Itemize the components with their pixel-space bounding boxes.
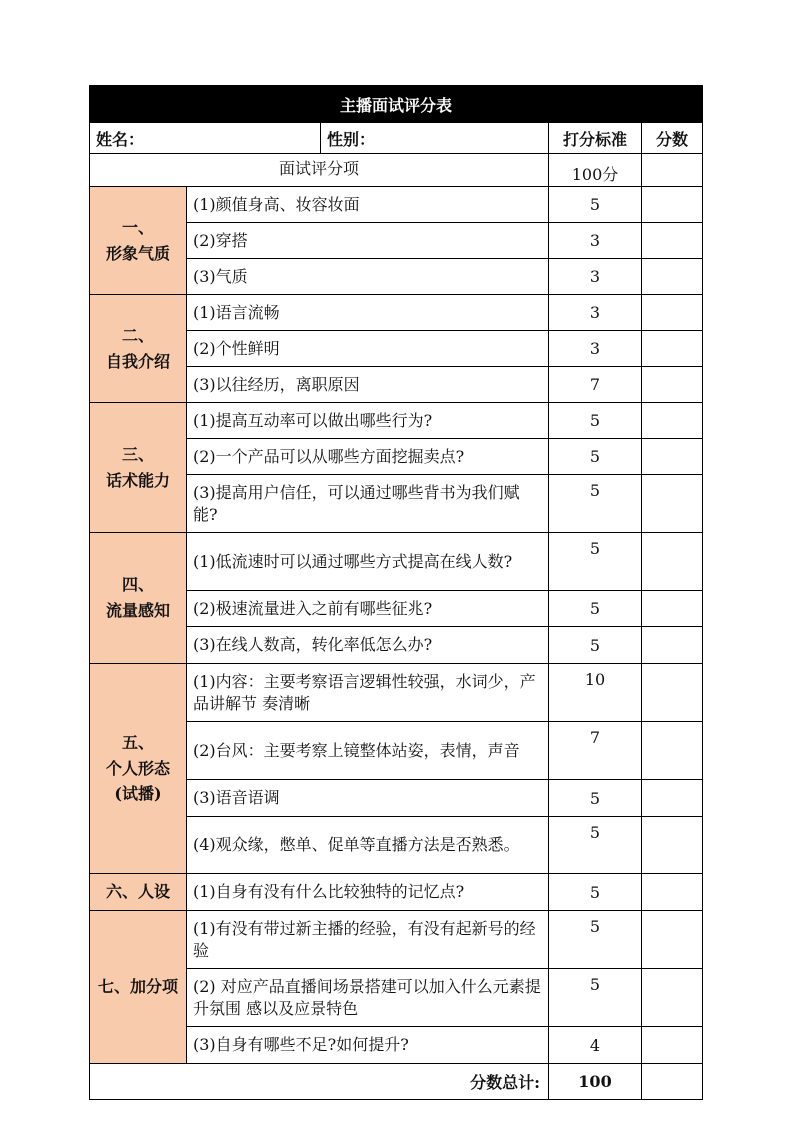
- interview-score-table: [89, 85, 703, 1100]
- criterion-text: (2)一个产品可以从哪些方面挖掘卖点?: [187, 439, 549, 475]
- criterion-text: (3)在线人数高，转化率低怎么办?: [187, 627, 549, 664]
- score-cell[interactable]: [642, 223, 703, 259]
- criterion-points: 5: [549, 403, 642, 439]
- score-cell[interactable]: [642, 295, 703, 331]
- score-cell[interactable]: [642, 911, 703, 969]
- criterion-points: 10: [549, 664, 642, 722]
- sheet-title: 主播面试评分表: [90, 86, 703, 123]
- score-cell[interactable]: [642, 439, 703, 475]
- name-label: 姓名：: [90, 123, 321, 154]
- title-row: [90, 86, 703, 123]
- score-cell[interactable]: [642, 533, 703, 591]
- criterion-text: (3)以往经历，离职原因: [187, 367, 549, 403]
- score-cell[interactable]: [642, 259, 703, 295]
- criterion-text: (1)低流速时可以通过哪些方式提高在线人数?: [187, 533, 549, 591]
- criterion-text: (3)气质: [187, 259, 549, 295]
- category-label: 一、 形象气质: [90, 187, 187, 295]
- category-label: 四、 流量感知: [90, 533, 187, 664]
- score-cell[interactable]: [642, 403, 703, 439]
- criterion-text: (1)自身有没有什么比较独特的记忆点?: [187, 874, 549, 911]
- criterion-text: (1)内容：主要考察语言逻辑性较强，水词少，产品讲解节 奏清晰: [187, 664, 549, 722]
- criterion-points: 3: [549, 295, 642, 331]
- criterion-points: 5: [549, 911, 642, 969]
- gender-label: 性别：: [321, 123, 549, 154]
- score-cell[interactable]: [642, 475, 703, 533]
- score-cell[interactable]: [642, 969, 703, 1027]
- total-value: 100: [549, 1064, 642, 1100]
- category-label: 三、 话术能力: [90, 403, 187, 533]
- score-cell[interactable]: [642, 591, 703, 627]
- standard-header: 打分标准: [549, 123, 642, 154]
- table-row: [90, 187, 703, 223]
- criterion-points: 3: [549, 259, 642, 295]
- criterion-text: (2)极速流量进入之前有哪些征兆?: [187, 591, 549, 627]
- score-cell[interactable]: [642, 780, 703, 817]
- criterion-points: 5: [549, 439, 642, 475]
- criterion-text: (3)自身有哪些不足?如何提升?: [187, 1027, 549, 1064]
- score-cell[interactable]: [642, 722, 703, 780]
- header-row: [90, 123, 703, 154]
- score-cell[interactable]: [642, 627, 703, 664]
- criterion-points: 5: [549, 969, 642, 1027]
- score-cell[interactable]: [642, 874, 703, 911]
- table-row: [90, 403, 703, 439]
- criterion-text: (1)颜值身高、妆容妆面: [187, 187, 549, 223]
- score-cell[interactable]: [642, 331, 703, 367]
- category-label: 二、 自我介绍: [90, 295, 187, 403]
- criterion-text: (4)观众缘，憋单、促单等直播方法是否熟悉。: [187, 817, 549, 874]
- criterion-points: 7: [549, 367, 642, 403]
- criterion-points: 5: [549, 591, 642, 627]
- total-row: [90, 1064, 703, 1100]
- table-row: [90, 874, 703, 911]
- score-cell[interactable]: [642, 1027, 703, 1064]
- criterion-points: 5: [549, 817, 642, 874]
- table-row: [90, 664, 703, 722]
- total-points-score[interactable]: [642, 154, 703, 187]
- subheader-row: [90, 154, 703, 187]
- criterion-points: 4: [549, 1027, 642, 1064]
- category-label: 六、人设: [90, 874, 187, 911]
- total-points: 100分: [549, 154, 642, 187]
- criterion-text: (1)语言流畅: [187, 295, 549, 331]
- category-label: 七、加分项: [90, 911, 187, 1064]
- criterion-text: (1)提高互动率可以做出哪些行为?: [187, 403, 549, 439]
- criterion-points: 5: [549, 187, 642, 223]
- criterion-points: 5: [549, 627, 642, 664]
- score-cell[interactable]: [642, 187, 703, 223]
- score-cell[interactable]: [642, 817, 703, 874]
- score-cell[interactable]: [642, 664, 703, 722]
- total-score-cell[interactable]: [642, 1064, 703, 1100]
- criterion-points: 5: [549, 874, 642, 911]
- criterion-text: (2)个性鲜明: [187, 331, 549, 367]
- score-header: 分数: [642, 123, 703, 154]
- criterion-text: (1)有没有带过新主播的经验，有没有起新号的经验: [187, 911, 549, 969]
- criterion-text: (3)语音语调: [187, 780, 549, 817]
- criterion-text: (2)穿搭: [187, 223, 549, 259]
- criterion-points: 5: [549, 475, 642, 533]
- criterion-text: (3)提高用户信任，可以通过哪些背书为我们赋能?: [187, 475, 549, 533]
- category-label: 五、 个人形态 (试播): [90, 664, 187, 874]
- table-row: [90, 533, 703, 591]
- items-label: 面试评分项: [90, 154, 549, 187]
- criterion-points: 3: [549, 331, 642, 367]
- criterion-text: (2)台风：主要考察上镜整体站姿，表情，声音: [187, 722, 549, 780]
- criterion-text: (2) 对应产品直播间场景搭建可以加入什么元素提升氛围 感以及应景特色: [187, 969, 549, 1027]
- total-label: 分数总计:: [90, 1064, 549, 1100]
- criterion-points: 5: [549, 533, 642, 591]
- criterion-points: 3: [549, 223, 642, 259]
- criterion-points: 7: [549, 722, 642, 780]
- table-row: [90, 295, 703, 331]
- score-cell[interactable]: [642, 367, 703, 403]
- criterion-points: 5: [549, 780, 642, 817]
- table-row: [90, 911, 703, 969]
